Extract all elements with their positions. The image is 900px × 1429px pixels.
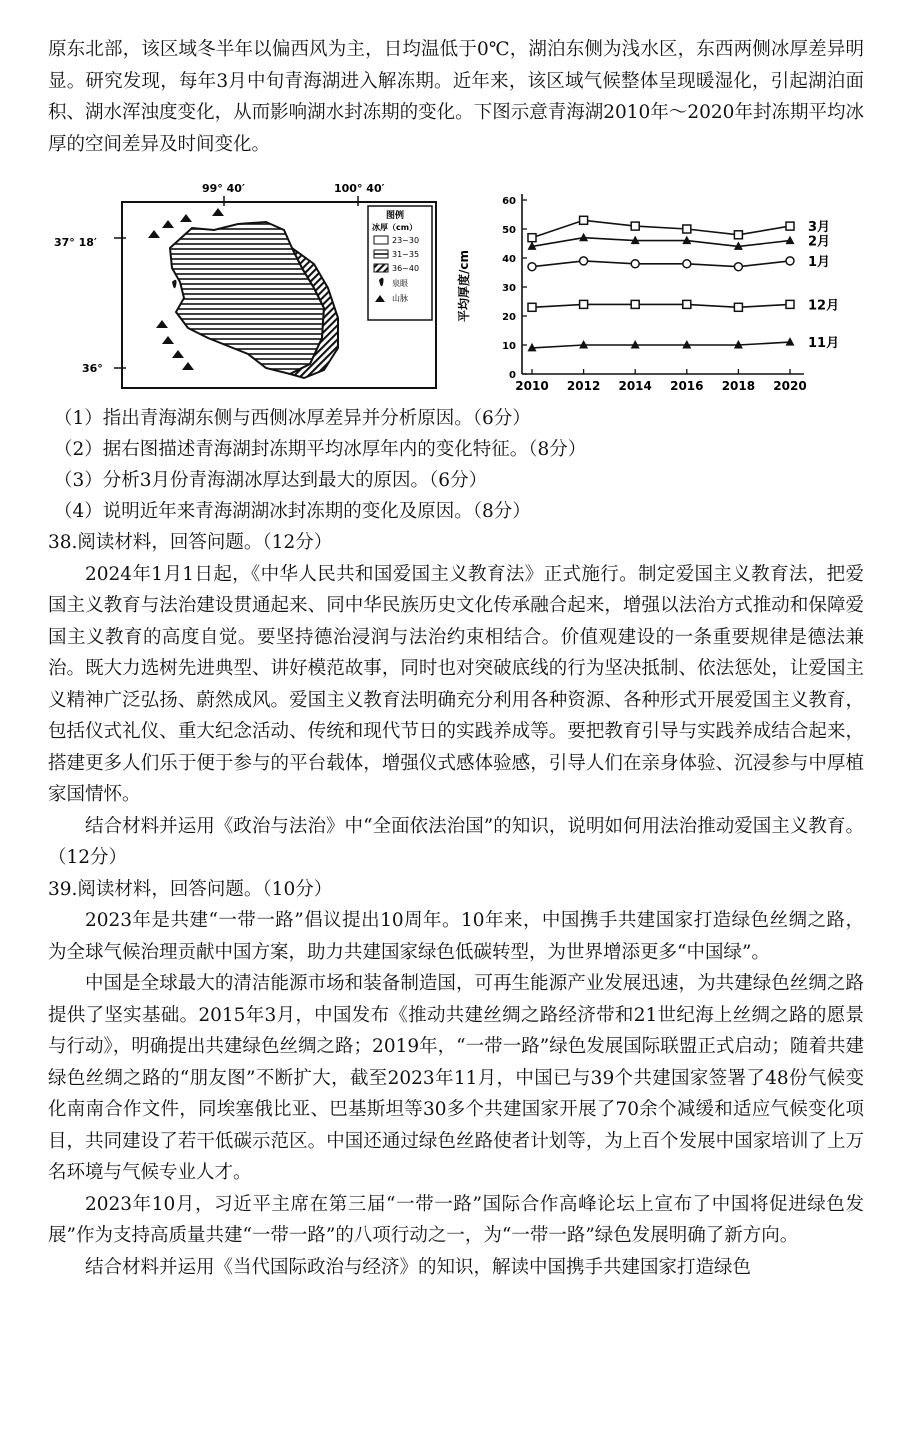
legend-item: 23~30: [392, 236, 420, 245]
data-point: [786, 222, 794, 230]
y-tick-label: 10: [502, 341, 516, 352]
data-point: [579, 233, 588, 242]
data-point: [528, 234, 536, 242]
series-label: 2月: [808, 234, 831, 250]
y-tick-label: 0: [509, 370, 516, 381]
data-point: [528, 263, 536, 271]
data-point: [580, 257, 588, 265]
series-line: [532, 220, 790, 237]
ice-thickness-line-chart: [452, 178, 872, 400]
series-label: 3月: [808, 220, 831, 236]
y-tick-label: 20: [502, 312, 516, 323]
lake-map-figure: [52, 178, 442, 400]
data-point: [683, 225, 691, 233]
lon-right-label: 100° 40′: [334, 182, 385, 195]
x-tick-label: 2012: [566, 379, 601, 393]
data-point: [786, 236, 795, 245]
legend-item: 泉眼: [392, 279, 408, 288]
y-tick-label: 60: [502, 196, 516, 207]
q39-material-3: 2023年10月，习近平主席在第三届“一带一路”国际合作高峰论坛上宣布了中国将促进绿色发展”作为支持高质量共建“一带一路”的八项行动之一，为“一带一路”绿色发展明确了新方向。: [48, 1193, 864, 1246]
y-axis-label: 平均厚度/cm: [457, 249, 471, 323]
q39-heading: 39.阅读材料，回答问题。（10分）: [48, 878, 333, 900]
series-line: [532, 261, 790, 267]
y-tick-label: 30: [502, 283, 516, 294]
x-tick-label: 2016: [670, 379, 704, 393]
data-point: [786, 337, 795, 346]
question-2: （2）据右图描述青海湖封冻期平均冰厚年内的变化特征。（8分）: [54, 439, 587, 460]
data-point: [631, 260, 639, 268]
intro-paragraph: 原东北部，该区域冬半年以偏西风为主，日均温低于0℃，湖泊东侧为浅水区，东西两侧冰厚差异明显。研究发现，每年3月中旬青海湖进入解冻期。近年来，该区域气候整体呈现暖湿化，引起湖泊面积、湖水浑浊度变化，从而影响湖水封冻期的变化。下图示意青海湖2010年～2020年封冻期平均冰厚的空间差异及时间变化。: [48, 39, 864, 155]
lat-top-label: 37° 18′: [54, 236, 97, 249]
lat-bottom-label: 36°: [82, 362, 103, 375]
figures-row: [52, 178, 872, 400]
series-label: 1月: [808, 254, 831, 270]
series-label: 11月: [808, 336, 840, 352]
data-point: [631, 222, 639, 230]
questions-38-39: [48, 527, 864, 1283]
q38-heading: 38.阅读材料，回答问题。（12分）: [48, 532, 333, 553]
lon-left-label: 99° 40′: [202, 182, 245, 195]
data-point: [734, 303, 742, 311]
x-tick-label: 2014: [618, 379, 652, 393]
data-point: [528, 303, 536, 311]
intro-block: [48, 34, 864, 160]
x-tick-label: 2010: [515, 379, 549, 393]
question-1: （1）指出青海湖东侧与西侧冰厚差异并分析原因。（6分）: [54, 408, 531, 429]
x-tick-label: 2018: [721, 379, 756, 393]
data-point: [631, 300, 639, 308]
x-tick-label: 2020: [773, 379, 807, 393]
data-point: [580, 300, 588, 308]
data-point: [683, 260, 691, 268]
series-line: [532, 342, 790, 348]
data-point: [734, 231, 742, 239]
series-line: [532, 304, 790, 307]
q38-task: 结合材料并运用《政治与法治》中“全面依法治国”的知识，说明如何用法治推动爱国主义教育。（12分）: [48, 815, 864, 868]
questions-block: [48, 403, 864, 527]
data-point: [683, 300, 691, 308]
series-line: [532, 238, 790, 247]
legend-item: 36~40: [392, 264, 420, 273]
q39-material-2: 中国是全球最大的清洁能源市场和装备制造国，可再生能源产业发展迅速，为共建绿色丝绸之路提供了坚实基础。2015年3月，中国发布《推动共建丝绸之路经济带和21世纪海上丝绸之路的愿景与行动》，明确提出共建绿色丝绸之路；2019年，“一带一路”绿色发展国际联盟正式启动；随着共建绿色丝绸之路的“朋友图”不断扩大，截至2023年11月，中国已与39个共建国家签署了48份气候变化南南合作文件，同埃塞俄比亚、巴基斯坦等30多个共建国家开展了70余个减缓和适应气候变化项目，共同建设了若干低碳示范区。中国还通过绿色丝路使者计划等，为上百个发展中国家培训了上万名环境与气候专业人才。: [48, 973, 864, 1183]
question-4: （4）说明近年来青海湖湖冰封冻期的变化及原因。（8分）: [54, 501, 531, 522]
question-3: （3）分析3月份青海湖冰厚达到最大的原因。（6分）: [54, 470, 488, 491]
data-point: [786, 257, 794, 265]
legend-title: 图例: [386, 211, 405, 221]
legend-item: 31~35: [392, 250, 420, 259]
legend-item: 山脉: [392, 294, 408, 303]
legend-subtitle: 冰厚（cm）: [372, 223, 418, 232]
data-point: [786, 300, 794, 308]
q38-material: 2024年1月1日起，《中华人民共和国爱国主义教育法》正式施行。制定爱国主义教育法，把爱国主义教育与法治建设贯通起来、同中华民族历史文化传承融合起来，增强以法治方式推动和保障爱国主义教育的高度自觉。要坚持德治浸润与法治约束相结合。价值观建设的一条重要规律是德法兼治。既大力选树先进典型、讲好模范故事，同时也对突破底线的行为坚决抵制、依法惩处，让爱国主义精神广泛弘扬、蔚然成风。爱国主义教育法明确充分利用各种资源、各种形式开展爱国主义教育，包括仪式礼仪、重大纪念活动、传统和现代节日的实践养成等。要把教育引导与实践养成结合起来，搭建更多人们乐于便于参与的平台载体，增强仪式感体验感，引导人们在亲身体验、沉浸参与中厚植家国情怀。: [48, 563, 864, 805]
data-point: [734, 263, 742, 271]
y-tick-label: 50: [502, 225, 516, 236]
series-label: 12月: [808, 298, 840, 314]
y-tick-label: 40: [502, 254, 516, 265]
data-point: [580, 216, 588, 224]
q39-material-1: 2023年是共建“一带一路”倡议提出10周年。10年来，中国携手共建国家打造绿色丝绸之路，为全球气候治理贡献中国方案，助力共建国家绿色低碳转型，为世界增添更多“中国绿”。: [48, 910, 864, 963]
q39-task: 结合材料并运用《当代国际政治与经济》的知识，解读中国携手共建国家打造绿色: [85, 1256, 752, 1278]
